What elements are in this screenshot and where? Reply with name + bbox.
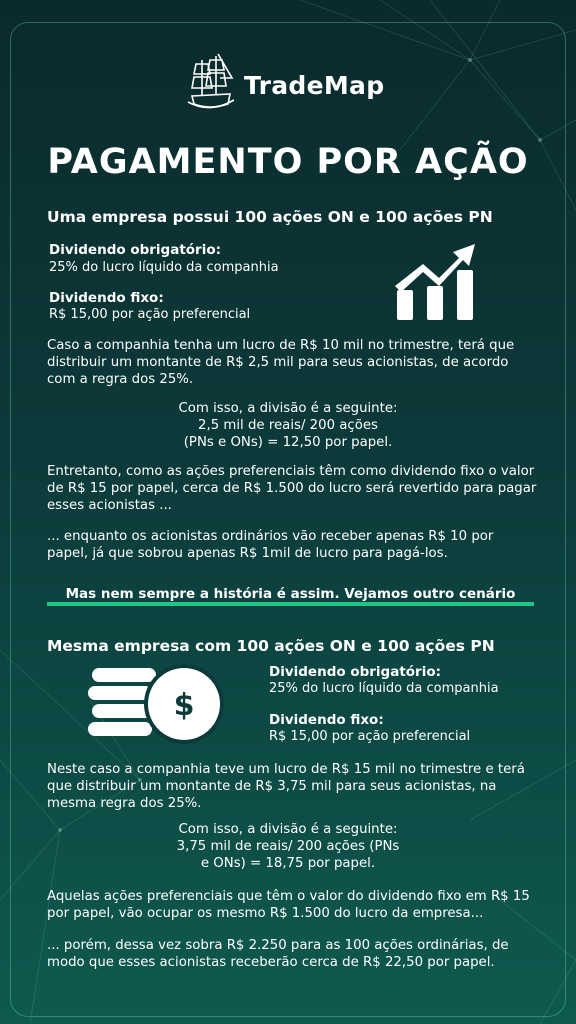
- section1-paragraph-3: ... enquanto os acionistas ordinários vão receber apenas R$ 10 por papel, já que sobrou apenas R$ 1mil de lucro para pagá-los.: [47, 529, 494, 561]
- section2-division-block: [0, 821, 576, 872]
- section1-division-line-1: Com isso, a divisão é a seguinte:: [178, 401, 398, 416]
- section2-dividendo-fixo-value: R$ 15,00 por ação preferencial: [269, 729, 471, 744]
- section2-dividendo-fixo-label: Dividendo fixo:: [269, 712, 384, 728]
- section1-dividendo-fixo-value: R$ 15,00 por ação preferencial: [49, 307, 251, 322]
- section2-dividendo-obrigatorio-value: 25% do lucro líquido da companhia: [269, 681, 499, 696]
- section1-division-line-2: 2,5 mil de reais/ 200 ações: [198, 418, 378, 433]
- section2-division-line-3: e ONs) = 18,75 por papel.: [200, 856, 376, 871]
- section2-division-line-2: 3,75 mil de reais/ 200 ações (PNs: [176, 839, 400, 854]
- section1-dividendo-obrigatorio-label: Dividendo obrigatório:: [49, 242, 222, 258]
- section1-dividendo-fixo-label: Dividendo fixo:: [49, 290, 164, 306]
- coins-stack-icon: [88, 660, 226, 746]
- ship-logo-icon: [184, 52, 236, 118]
- page-title: PAGAMENTO POR AÇÃO: [47, 142, 529, 182]
- section1-paragraph-1: Caso a companhia tenha um lucro de R$ 10 mil no trimestre, terá que distribuir um montante de R$ 2,5 mil para seus acionistas, de acordo com a regra dos 25%.: [47, 338, 515, 387]
- section2-paragraph-3: ... porém, dessa vez sobra R$ 2.250 para as 100 ações ordinárias, de modo que esses acionistas receberão cerca de R$ 22,50 por papel.: [47, 938, 509, 970]
- section1-division-block: [0, 400, 576, 451]
- section1-subtitle: Uma empresa possui 100 ações ON e 100 ações PN: [47, 208, 493, 226]
- section2-subtitle: Mesma empresa com 100 ações ON e 100 ações PN: [47, 637, 495, 655]
- growth-chart-icon: [393, 242, 479, 322]
- section1-division-line-3: (PNs e ONs) = 12,50 por papel.: [183, 435, 393, 450]
- section2-paragraph-1: Neste caso a companhia teve um lucro de R$ 15 mil no trimestre e terá que distribuir um montante de R$ 3,75 mil para seus acionistas, na mesma regra dos 25%.: [47, 762, 525, 811]
- scenario-banner: Mas nem sempre a história é assim. Vejamos outro cenário: [47, 586, 534, 606]
- section2-dividendo-obrigatorio-label: Dividendo obrigatório:: [269, 664, 442, 680]
- brand-name: TradeMap: [244, 70, 385, 100]
- section2-paragraph-2: Aquelas ações preferenciais que têm o valor do dividendo fixo em R$ 15 por papel, vão ocupar os mesmo R$ 1.500 do lucro da empresa...: [47, 889, 530, 921]
- coin-dollar-symbol: $: [173, 688, 195, 723]
- section2-division-line-1: Com isso, a divisão é a seguinte:: [178, 822, 398, 837]
- section1-paragraph-2: Entretanto, como as ações preferenciais têm como dividendo fixo o valor de R$ 15 por papel, cerca de R$ 1.500 do lucro será revertido para pagar esses acionistas ...: [47, 464, 537, 513]
- brand-logo: [184, 50, 404, 120]
- section1-dividendo-obrigatorio-value: 25% do lucro líquido da companhia: [49, 260, 279, 275]
